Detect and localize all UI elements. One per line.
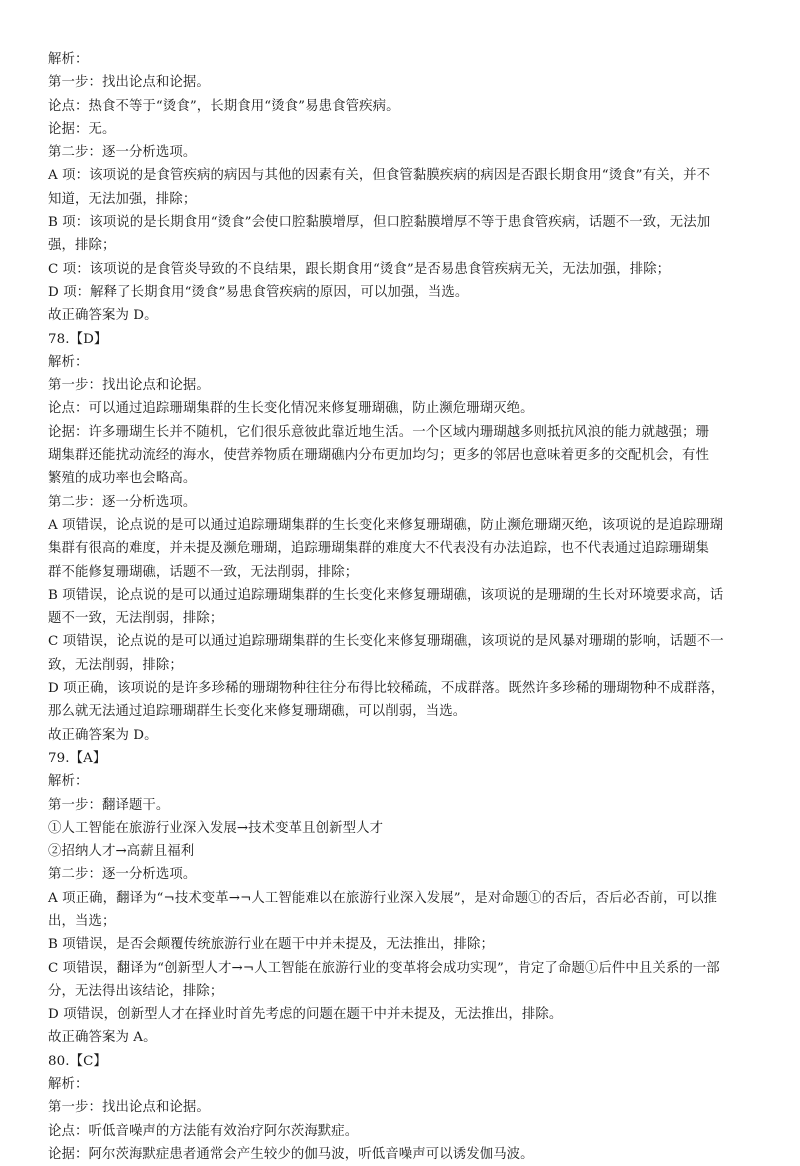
text-line: 群不能修复珊瑚礁，话题不一致，无法削弱，排除； [48,564,359,580]
text-line: 论点：热食不等于“烫食”，长期食用“烫食”易患食管疾病。 [48,98,400,114]
text-line: 80.【C】 [48,1053,107,1069]
text-line: 分，无法得出该结论，排除； [48,983,224,999]
text-line: 那么就无法通过追踪珊瑚群生长变化来修复珊瑚礁，可以削弱，当选。 [48,704,467,720]
text-line: 论据：阿尔茨海默症患者通常会产生较少的伽马波，听低音噪声可以诱发伽马波。 [48,1146,534,1162]
text-line: ①人工智能在旅游行业深入发展→技术变革且创新型人才 [48,820,384,836]
text-line: ②招纳人才→高薪且福利 [48,844,195,860]
text-line: 集群有很高的难度，并未提及濒危珊瑚，追踪珊瑚集群的难度大不代表没有办法追踪，也不代表通过追踪珊瑚集 [48,541,710,557]
text-line: B 项错误，论点说的是可以通过追踪珊瑚集群的生长变化来修复珊瑚礁，该项说的是珊瑚的生长对环境要求高，话 [48,587,724,603]
text-line: C 项：该项说的是食管炎导致的不良结果，跟长期食用“烫食”是否易患食管疾病无关，无法加强，排除； [48,261,671,277]
text-line: D 项错误，创新型人才在择业时首先考虑的问题在题干中并未提及，无法推出，排除。 [48,1007,563,1023]
text-line: 繁殖的成功率也会略高。 [48,471,197,487]
text-line: 第二步：逐一分析选项。 [48,145,197,161]
text-line: 78.【D】 [48,331,108,347]
text-line: A 项错误，论点说的是可以通过追踪珊瑚集群的生长变化来修复珊瑚礁，防止濒危珊瑚灭绝，该项说的是追踪珊瑚 [48,517,724,533]
text-line: 论点：听低音噪声的方法能有效治疗阿尔茨海默症。 [48,1123,359,1139]
text-line: 题不一致，无法削弱，排除； [48,611,224,627]
text-line: 第二步：逐一分析选项。 [48,867,197,883]
document-page [48,48,754,1166]
text-line: 第二步：逐一分析选项。 [48,494,197,510]
text-line: 第一步：找出论点和论据。 [48,378,210,394]
text-line: B 项错误，是否会颠覆传统旅游行业在题干中并未提及，无法推出，排除； [48,937,494,953]
text-line: A 项正确，翻译为“¬技术变革→¬人工智能难以在旅游行业深入发展”，是对命题①的否后，否后必否前，可以推 [48,890,718,906]
text-line: 强，排除； [48,238,116,254]
text-line: 第一步：找出论点和论据。 [48,75,210,91]
text-line: C 项错误，翻译为“创新型人才→¬人工智能在旅游行业的变革将会成功实现”，肯定了命题①后件中且关系的一部 [48,960,720,976]
text-line: 论据：无。 [48,121,116,137]
text-line: 出，当选； [48,913,116,929]
text-line: C 项错误，论点说的是可以通过追踪珊瑚集群的生长变化来修复珊瑚礁，该项说的是风暴对珊瑚的影响，话题不一 [48,634,724,650]
text-line: D 项正确，该项说的是许多珍稀的珊瑚物种往往分布得比较稀疏，不成群落。既然许多珍稀的珊瑚物种不成群落， [48,681,725,697]
text-line: 故正确答案为 D。 [48,308,158,324]
text-line: 论据：许多珊瑚生长并不随机，它们很乐意彼此靠近地生活。一个区域内珊瑚越多则抵抗风浪的能力就越强；珊 [48,424,710,440]
text-line: 第一步：找出论点和论据。 [48,1100,210,1116]
text-line: 第一步：翻译题干。 [48,797,170,813]
text-line: 解析： [48,774,89,790]
text-line: 解析： [48,1077,89,1093]
text-line: 论点：可以通过追踪珊瑚集群的生长变化情况来修复珊瑚礁，防止濒危珊瑚灭绝。 [48,401,534,417]
text-line: 故正确答案为 A。 [48,1030,157,1046]
text-line: 致，无法削弱，排除； [48,657,183,673]
text-line: D 项：解释了长期食用“烫食”易患食管疾病的原因，可以加强，当选。 [48,284,469,300]
text-line: 解析： [48,52,89,67]
text-line: 知道，无法加强，排除； [48,191,197,207]
text-line: 79.【A】 [48,750,107,766]
text-line: 瑚集群还能扰动流经的海水，使营养物质在珊瑚礁内分布更加均匀；更多的邻居也意味着更多的交配机会，有性 [48,448,710,464]
text-line: 解析： [48,354,89,370]
text-line: B 项：该项说的是长期食用“烫食”会使口腔黏膜增厚，但口腔黏膜增厚不等于患食管疾病，话题不一致，无法加 [48,215,711,231]
text-line: A 项：该项说的是食管疾病的病因与其他的因素有关，但食管黏膜疾病的病因是否跟长期食用“烫食”有关，并不 [48,168,711,184]
text-line: 故正确答案为 D。 [48,727,158,743]
